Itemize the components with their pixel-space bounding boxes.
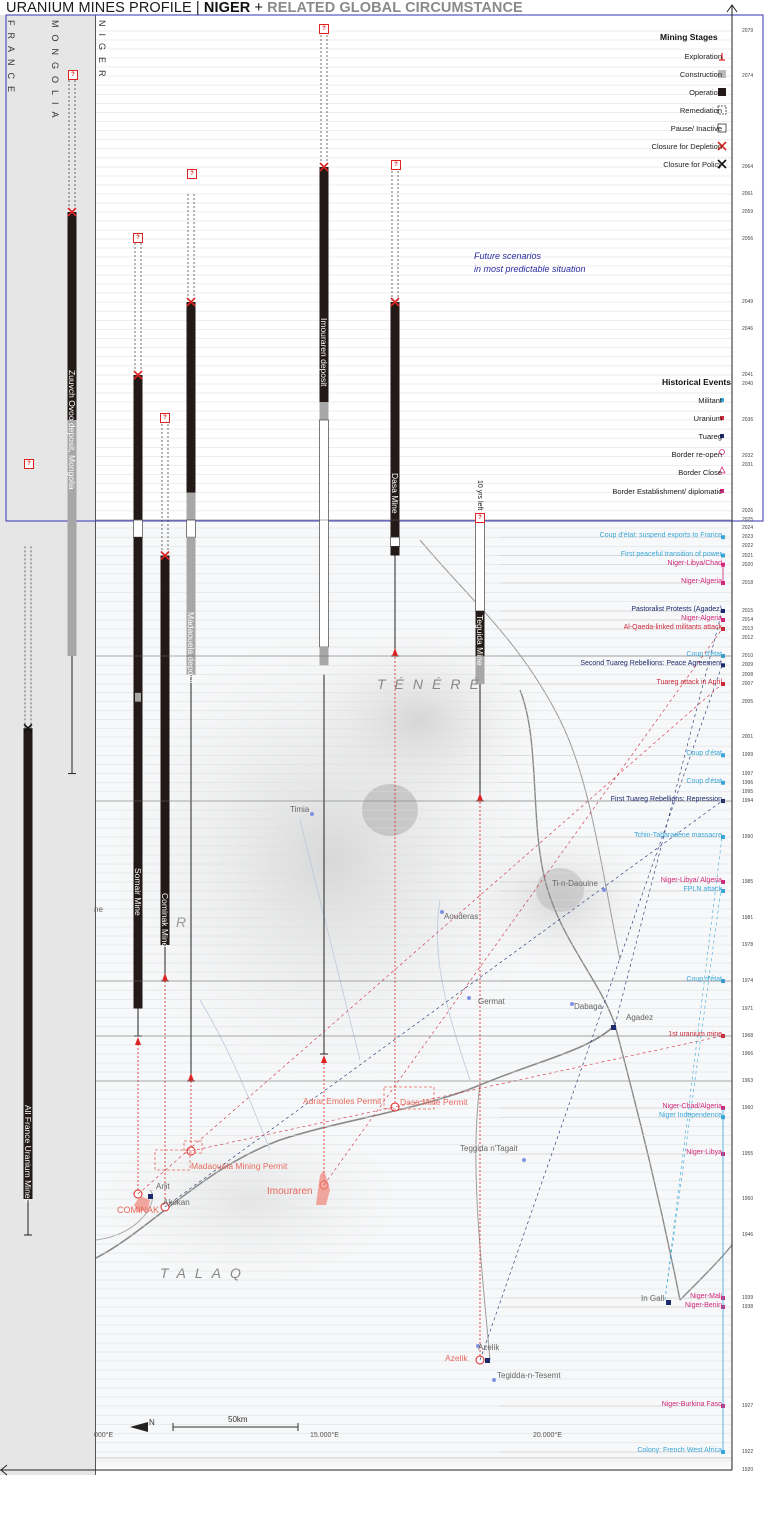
correlation-line bbox=[138, 684, 722, 1194]
place-teggida: Teggida n'Tagait bbox=[460, 1144, 518, 1153]
year-label: 2010 bbox=[742, 653, 754, 659]
talaq-label: TALAQ bbox=[160, 1265, 250, 1281]
year-label: 2023 bbox=[742, 534, 754, 541]
event-label: Tchin-Tabaradene massacre bbox=[634, 832, 722, 839]
year-label: 2013 bbox=[742, 626, 754, 632]
unknown-end-teguida: ? bbox=[475, 513, 485, 523]
teguida-link-arrow bbox=[477, 793, 483, 801]
event-label: Tuareg attack in April bbox=[656, 679, 722, 686]
title-country: NIGER bbox=[203, 0, 251, 16]
year-label: 1968 bbox=[742, 1033, 754, 1039]
event-label: Niger-Libya/ Algeria bbox=[660, 877, 722, 884]
year-label: 2008 bbox=[742, 671, 754, 678]
year-label: 2012 bbox=[742, 635, 754, 641]
year-label: 2074 bbox=[742, 73, 754, 79]
year-label: 2009 bbox=[742, 662, 754, 669]
year-label: 1955 bbox=[742, 1151, 754, 1157]
place-timia: Timia bbox=[290, 805, 310, 814]
town-marker bbox=[492, 1378, 496, 1382]
country-label-niger: NIGER bbox=[97, 20, 107, 84]
year-label: 1990 bbox=[742, 834, 754, 840]
place-azelik: Azelik bbox=[478, 1343, 500, 1352]
somair-construction bbox=[135, 693, 141, 702]
country-label-mongolia: MONGOLIA bbox=[50, 20, 60, 125]
year-label: 2024 bbox=[742, 525, 754, 531]
year-label: 1995 bbox=[742, 788, 754, 795]
label-cominak: Cominak Mine bbox=[160, 893, 170, 948]
year-label: 2025 bbox=[742, 517, 754, 523]
event-label: Pastoralist Protests (Agadez) bbox=[631, 606, 722, 613]
legend-tuareg: Tuareg bbox=[698, 432, 722, 441]
place-ne: ne bbox=[94, 905, 103, 914]
correlation-line bbox=[665, 882, 722, 1300]
year-label: 1978 bbox=[742, 942, 754, 948]
event-label: Niger-Algeria bbox=[681, 615, 722, 622]
year-label: 1950 bbox=[742, 1196, 754, 1202]
future-note-line2: in most predictable situation bbox=[474, 264, 586, 274]
correlation-line bbox=[665, 837, 722, 1300]
place-in-gall: In Gall bbox=[641, 1294, 665, 1303]
label-dasa: Dasa Mine bbox=[390, 473, 400, 514]
year-label: 1960 bbox=[742, 1105, 754, 1111]
event-label: Colony: French West Africa bbox=[637, 1447, 722, 1454]
future-note-line1: Future scenarios bbox=[474, 251, 542, 261]
madaouela-operation-bar bbox=[187, 302, 196, 493]
legend-closure-depletion: Closure for Depletion bbox=[651, 142, 722, 151]
label-imouraren: Imouraren deposit bbox=[319, 318, 329, 387]
year-label: 2059 bbox=[742, 209, 754, 215]
year-label: 2046 bbox=[742, 326, 754, 333]
imouraren-permit-shape bbox=[316, 1170, 330, 1205]
madaouela-construction-future bbox=[187, 493, 196, 520]
year-label: 2020 bbox=[742, 561, 754, 568]
permit-madaouela: Madaouela Mining Permit bbox=[191, 1161, 288, 1171]
event-label: First peaceful transition of power bbox=[620, 550, 722, 558]
place-aouderas: Aouderas bbox=[444, 912, 479, 921]
permit-dasa: Dasa Mine Permit bbox=[400, 1097, 468, 1107]
event-label: Niger-Algeria bbox=[681, 578, 722, 585]
imouraren-construction bbox=[320, 402, 329, 420]
event-label: First Tuareg Rebellions: Repression bbox=[610, 796, 722, 803]
legend-operation: Operation bbox=[689, 88, 722, 97]
tuareg-site-marker bbox=[485, 1358, 490, 1363]
correlation-line bbox=[191, 1036, 722, 1151]
teguida-remediation bbox=[476, 520, 485, 611]
coord-label-3: 20.000°E bbox=[533, 1432, 562, 1439]
event-label: FPLN attack bbox=[683, 886, 722, 893]
cominak-operation-bar bbox=[161, 556, 170, 946]
year-label: 2015 bbox=[742, 608, 754, 614]
year-label: 2032 bbox=[742, 453, 754, 460]
future-frame bbox=[6, 15, 763, 521]
year-label: 1971 bbox=[742, 1005, 754, 1012]
title-prefix: URANIUM MINES PROFILE | bbox=[6, 0, 204, 16]
somair-future-op bbox=[134, 375, 143, 520]
year-label: 1974 bbox=[742, 978, 754, 984]
legend-border-close: Border Close bbox=[678, 468, 722, 477]
event-label: Niger-Chad/Algeria bbox=[662, 1103, 722, 1110]
north-arrow-icon bbox=[130, 1422, 148, 1432]
event-label: Niger-Burkina Faso bbox=[661, 1401, 722, 1408]
year-label: 2026 bbox=[742, 507, 754, 514]
legend-pause: Pause/ Inactive bbox=[670, 124, 722, 133]
year-label: 2079 bbox=[742, 28, 754, 34]
coord-label-2: 15.000°E bbox=[310, 1432, 339, 1439]
tuareg-site-marker bbox=[666, 1300, 671, 1305]
event-label: Coup d'état bbox=[686, 651, 722, 658]
page-title bbox=[6, 0, 523, 16]
year-label: 1963 bbox=[742, 1078, 754, 1084]
future-scenarios-note bbox=[474, 250, 586, 276]
dasa-link-site bbox=[391, 1103, 399, 1111]
year-label: 2061 bbox=[742, 191, 754, 197]
year-label: 1996 bbox=[742, 779, 754, 786]
scale-label: 50km bbox=[228, 1415, 248, 1424]
event-label: Niger-Libya bbox=[686, 1149, 722, 1156]
unknown-end-cominak: ? bbox=[160, 413, 170, 423]
year-label: 1985 bbox=[742, 879, 754, 885]
place-tin-daouine: Ti-n-Daouine bbox=[552, 879, 598, 888]
cominak-link-arrow bbox=[162, 973, 168, 981]
place-arlit: Arlit bbox=[156, 1182, 170, 1191]
year-label: 1999 bbox=[742, 752, 754, 759]
year-label: 2049 bbox=[742, 299, 754, 305]
mining-stages-title: Mining Stages bbox=[660, 32, 718, 42]
year-label: 1981 bbox=[742, 915, 754, 921]
year-label: 2001 bbox=[742, 734, 754, 740]
event-label: Second Tuareg Rebellions: Peace Agreement bbox=[580, 660, 722, 668]
somair-operation-bar bbox=[134, 537, 143, 1008]
label-somair: Somair Mine bbox=[133, 868, 143, 916]
event-label: Coup d'état bbox=[686, 777, 722, 785]
legend-remediation: Remediation bbox=[679, 106, 722, 115]
unknown-end-france: ? bbox=[24, 459, 34, 469]
permit-azelik: Azelik bbox=[445, 1353, 468, 1363]
year-label: 1966 bbox=[742, 1051, 754, 1057]
town-marker bbox=[602, 888, 606, 892]
year-label: 1920 bbox=[742, 1467, 754, 1473]
tenere-label: TÉNÉRÉ bbox=[377, 676, 488, 692]
coord-label-1: 000°E bbox=[94, 1432, 114, 1439]
event-label: 1st uranium mine bbox=[668, 1031, 722, 1038]
title-suffix: RELATED GLOBAL CIRCUMSTANCE bbox=[267, 0, 523, 16]
place-germat: Germat bbox=[478, 997, 505, 1006]
year-label: 2040 bbox=[742, 381, 754, 387]
legend-militant: Militant bbox=[698, 396, 722, 405]
correlation-line bbox=[165, 801, 722, 1207]
dasa-remediation bbox=[391, 537, 400, 546]
permit-cominak: COMINAK bbox=[117, 1205, 160, 1215]
event-label: Niger Independence bbox=[658, 1112, 722, 1120]
event-label: Niger-Libya/Chad bbox=[667, 559, 722, 567]
year-label: 2014 bbox=[742, 617, 754, 623]
year-label: 2064 bbox=[742, 164, 754, 170]
place-tegidda-tesemt: Tegidda-n-Tesemt bbox=[497, 1371, 561, 1380]
tuareg-site-marker bbox=[148, 1194, 153, 1199]
correlation-line bbox=[324, 629, 722, 1185]
imouraren-link-arrow bbox=[321, 1055, 327, 1063]
madaouela-link-arrow bbox=[188, 1073, 194, 1081]
event-label: Coup d'état: suspend exports to France bbox=[599, 532, 722, 540]
label-teguida: Teguida Mine bbox=[475, 615, 485, 666]
year-label: 2005 bbox=[742, 698, 754, 705]
event-label: Niger-Benin bbox=[685, 1302, 722, 1309]
unknown-end-dasa: ? bbox=[391, 160, 401, 170]
north-label: N bbox=[149, 1418, 155, 1427]
somair-link-arrow bbox=[135, 1037, 141, 1045]
unknown-end-imouraren: ? bbox=[319, 24, 329, 34]
year-label: 1922 bbox=[742, 1449, 754, 1455]
event-label: Coup d'état bbox=[686, 976, 722, 983]
town-marker bbox=[467, 996, 471, 1000]
dasa-operation-2 bbox=[391, 546, 400, 555]
legend-closure-policy: Closure for Policy bbox=[663, 160, 722, 169]
imouraren-pause bbox=[320, 420, 329, 647]
tuareg-site-marker bbox=[611, 1025, 616, 1030]
legend-border-reopen: Border re-open bbox=[671, 450, 722, 459]
place-dabaga: Dabaga bbox=[574, 1002, 603, 1011]
madaouela-remediation bbox=[187, 520, 196, 537]
permit-adrar-emoles: Adrar Emoles Permit bbox=[303, 1096, 382, 1106]
unknown-end-somair: ? bbox=[133, 233, 143, 243]
event-label: Al-Qaeda-linked militants attack bbox=[623, 624, 722, 631]
year-label: 1997 bbox=[742, 770, 754, 777]
year-label: 2056 bbox=[742, 236, 754, 242]
year-label: 2021 bbox=[742, 552, 754, 559]
label-france-mines: All France Uranium Mines bbox=[23, 1105, 33, 1203]
correlation-line bbox=[480, 665, 722, 1360]
permit-imouraren: Imouraren bbox=[267, 1186, 313, 1197]
label-mongolia-deposit: Zuuvch Ovoo deposit, Mongolia bbox=[67, 370, 77, 490]
year-label: 1938 bbox=[742, 1304, 754, 1310]
town-marker bbox=[310, 812, 314, 816]
event-label: Coup d'état bbox=[686, 750, 722, 758]
legend-border-establishment: Border Establishment/ diplomatic bbox=[612, 487, 722, 496]
label-teguida-years-left: 10 yrs left bbox=[476, 480, 483, 511]
legend-construction: Construction bbox=[679, 70, 722, 79]
unknown-end-mongolia: ? bbox=[68, 70, 78, 80]
year-label: 2022 bbox=[742, 543, 754, 550]
somair-remediation bbox=[134, 520, 143, 537]
place-agadez: Agadez bbox=[626, 1013, 654, 1022]
year-label: 1927 bbox=[742, 1403, 754, 1409]
town-marker bbox=[522, 1158, 526, 1162]
year-label: 2031 bbox=[742, 462, 754, 469]
event-label: Niger-Mali bbox=[690, 1293, 722, 1300]
unknown-end-madaouela: ? bbox=[187, 169, 197, 179]
year-label: 1939 bbox=[742, 1295, 754, 1301]
title-plus: + bbox=[250, 0, 268, 16]
year-label: 1994 bbox=[742, 798, 754, 804]
place-r: R bbox=[176, 914, 187, 930]
country-label-france: FRANCE bbox=[6, 20, 16, 100]
dasa-link-arrow bbox=[392, 648, 398, 656]
historical-events-title: Historical Events bbox=[662, 377, 731, 387]
legend-uranium: Uranium bbox=[693, 414, 722, 423]
year-label: 2018 bbox=[742, 580, 754, 586]
legend-exploration: Exploration bbox=[684, 52, 722, 61]
label-madaouela: Madaouela deposit bbox=[186, 612, 196, 684]
year-label: 2041 bbox=[742, 372, 754, 378]
year-label: 1946 bbox=[742, 1232, 754, 1238]
place-akokan: Akokan bbox=[163, 1198, 190, 1207]
year-label: 2036 bbox=[742, 417, 754, 423]
year-label: 2007 bbox=[742, 681, 754, 687]
